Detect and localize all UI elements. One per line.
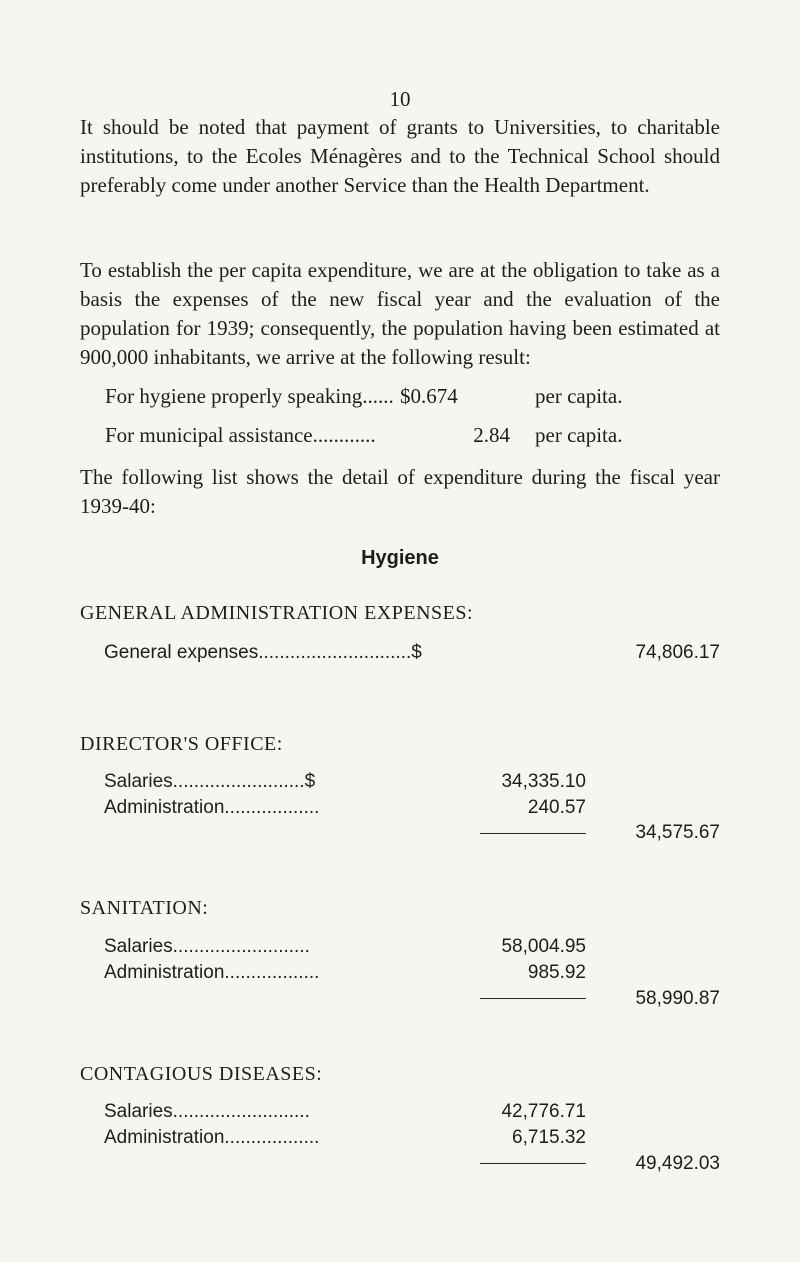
general-expenses-label: General expenses.............................$ <box>104 642 422 663</box>
list-intro: The following list shows the detail of expenditure during the fiscal year 1939-40: <box>80 465 720 518</box>
director-heading: DIRECTOR'S OFFICE: <box>80 733 283 755</box>
director-subtotal-rule <box>480 833 586 834</box>
per-capita-explanation: To establish the per capita expenditure, we are at the obligation to take as a basis the expenses of the new fiscal year and the evaluation of the population for 1939; consequently, the population having been estimated at 900,000 inhabitants, we arrive at the following result: <box>80 258 720 369</box>
page-number: 10 <box>389 87 411 111</box>
municipal-rate-unit: per capita. <box>535 423 623 447</box>
list-intro-paragraph <box>80 463 720 521</box>
director-salaries-value: 34,335.10 <box>501 771 586 792</box>
director-admin-value: 240.57 <box>527 797 586 818</box>
sanitation-admin-value: 985.92 <box>527 962 586 983</box>
per-capita-paragraph <box>80 256 720 372</box>
intro-paragraph <box>80 113 720 200</box>
director-salaries-label: Salaries.........................$ <box>104 771 316 792</box>
contagious-salaries-value: 42,776.71 <box>501 1101 586 1122</box>
municipal-rate-label: For municipal assistance............ <box>105 423 376 447</box>
general-expenses-total: 74,806.17 <box>635 642 720 663</box>
hygiene-rate-label: For hygiene properly speaking...... <box>105 384 394 408</box>
general-heading: GENERAL ADMINISTRATION EXPENSES: <box>80 602 474 624</box>
grants-note: It should be noted that payment of grants to Universities, to charitable institutions, to the Ecoles Ménagères and to the Technical School should preferably come under another Service than the Health Department. <box>80 115 720 197</box>
contagious-salaries-label: Salaries.......................... <box>104 1101 310 1122</box>
sanitation-total: 58,990.87 <box>635 988 720 1009</box>
hygiene-rate-unit: per capita. <box>535 384 623 408</box>
contagious-heading: CONTAGIOUS DISEASES: <box>80 1063 323 1085</box>
municipal-rate-value: 2.84 <box>473 423 510 447</box>
hygiene-rate-value: $0.674 <box>400 384 458 408</box>
contagious-admin-value: 6,715.32 <box>512 1127 586 1148</box>
director-admin-label: Administration.................. <box>104 797 320 818</box>
director-total: 34,575.67 <box>635 822 720 843</box>
contagious-total: 49,492.03 <box>635 1153 720 1174</box>
sanitation-admin-label: Administration.................. <box>104 962 320 983</box>
contagious-admin-label: Administration.................. <box>104 1127 320 1148</box>
sanitation-salaries-value: 58,004.95 <box>501 936 586 957</box>
sanitation-salaries-label: Salaries.......................... <box>104 936 310 957</box>
sanitation-subtotal-rule <box>480 998 586 999</box>
section-title: Hygiene <box>361 547 439 569</box>
sanitation-heading: SANITATION: <box>80 897 209 919</box>
contagious-subtotal-rule <box>480 1163 586 1164</box>
